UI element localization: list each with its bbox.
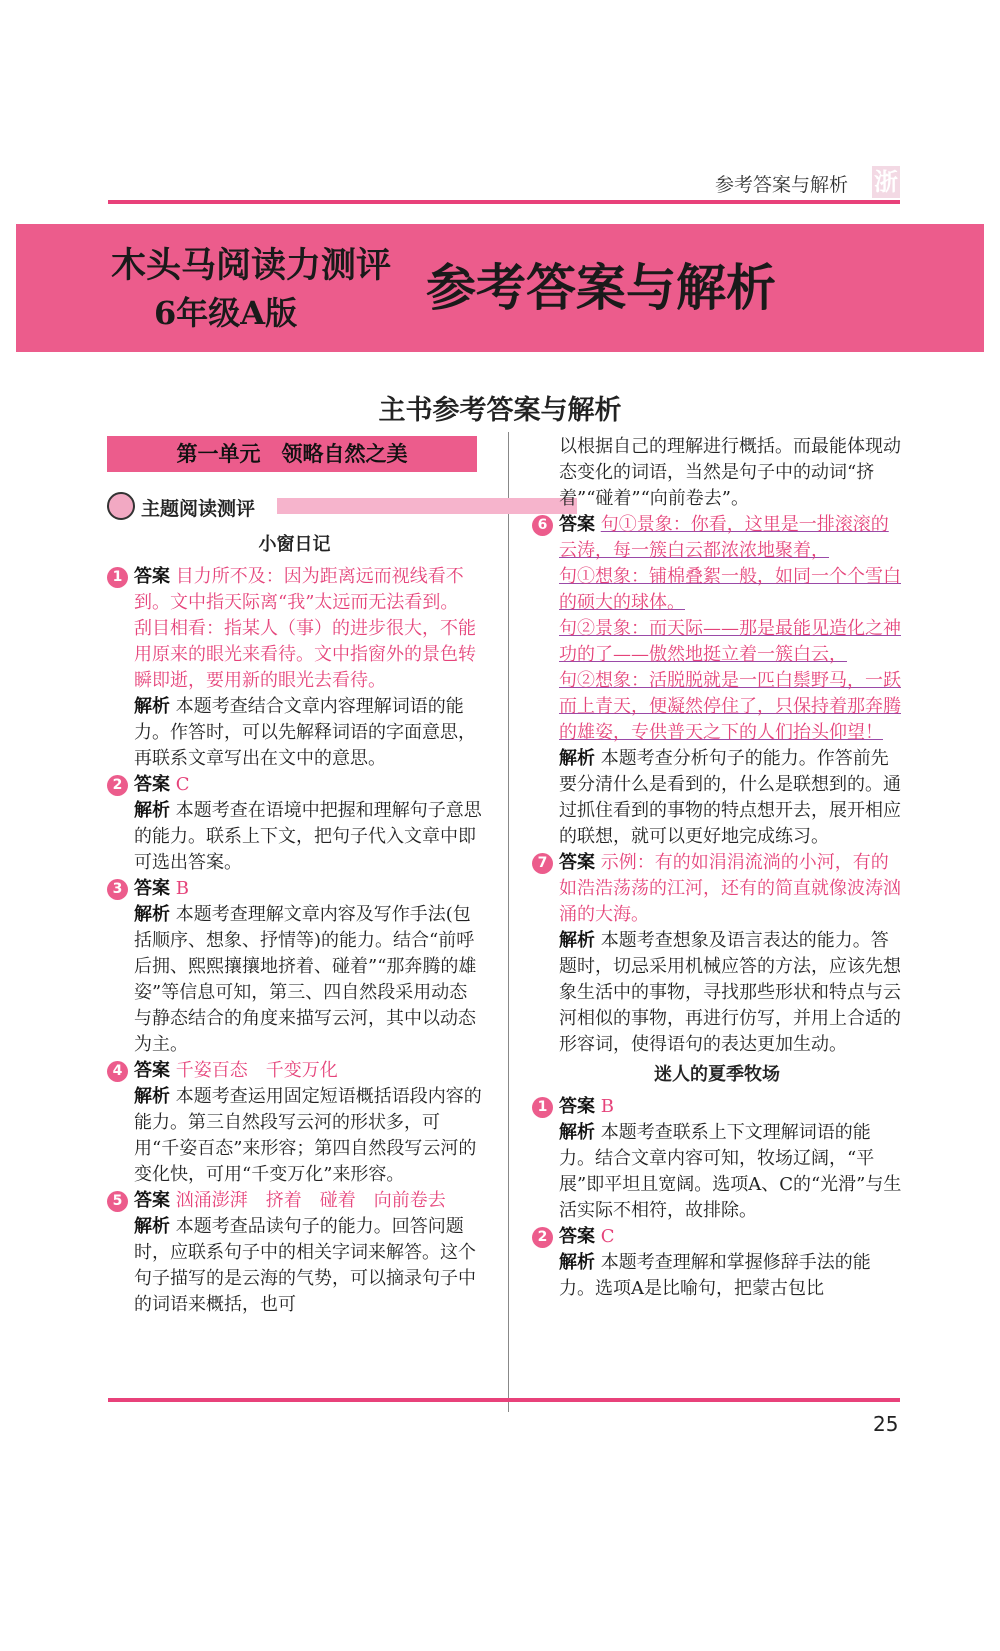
question-number: 2 <box>107 775 128 796</box>
reader-icon <box>107 492 135 520</box>
banner-grade: 6年级A版 <box>154 294 298 332</box>
side-tab: 浙 <box>874 167 898 196</box>
analysis-text: 本题考查运用固定短语概括语段内容的能力。第三自然段写云河的形状多，可用“千姿百态”来形容；第四自然段写云河的变化快，可用“千变万化”来形容。 <box>134 1086 482 1185</box>
analysis-label: 解析 <box>559 930 595 951</box>
analysis-label: 解析 <box>559 1122 595 1143</box>
answer-text: 句①想象：铺棉叠絮一般，如同一个个雪白的硕大的球体。 <box>559 566 901 613</box>
answer-label: 答案 <box>559 514 595 535</box>
left-column <box>107 528 482 1318</box>
answer-text: 目力所不及：因为距离远而视线看不到。文中指天际离“我”太远而无法看到。 <box>134 566 464 613</box>
answer-text: B <box>600 1096 614 1117</box>
answer-item-6 <box>532 512 902 850</box>
column-divider <box>508 432 509 1412</box>
answer-text: 句②景象：而天际——那是最能见造化之神功的了——傲然地挺立着一簇白云， <box>559 618 901 665</box>
analysis-text: 本题考查结合文章内容理解词语的能力。作答时，可以先解释词语的字面意思，再联系文章写出在文中的意思。 <box>134 696 476 769</box>
answer-item-7 <box>532 850 902 1058</box>
answer-label: 答案 <box>134 1060 170 1081</box>
analysis-label: 解析 <box>134 696 170 717</box>
answer-label: 答案 <box>559 1226 595 1247</box>
answer-item-5 <box>107 1188 482 1318</box>
analysis-label: 解析 <box>559 1252 595 1273</box>
footer-rule <box>108 1398 900 1402</box>
analysis-text: 本题考查分析句子的能力。作答前先要分清什么是看到的，什么是联想到的。通过抓住看到的事物的特点想开去，展开相应的联想，就可以更好地完成练习。 <box>559 748 901 847</box>
analysis-label: 解析 <box>134 1216 170 1237</box>
analysis-label: 解析 <box>134 800 170 821</box>
page-title: 主书参考答案与解析 <box>378 395 622 426</box>
analysis-text: 本题考查想象及语言表达的能力。答题时，切忌采用机械应答的方法，应该先想象生活中的事物，寻找那些形状和特点与云河相似的事物，再进行仿写，并用上合适的形容词，使得语句的表达更加生动。 <box>559 930 901 1055</box>
answer-text: 刮目相看：指某人（事）的进步很大，不能用原来的眼光来看待。文中指窗外的景色转瞬即逝，要用新的眼光去看待。 <box>134 618 476 691</box>
banner-title: 参考答案与解析 <box>426 259 776 317</box>
answer-text: 千姿百态 千变万化 <box>175 1060 338 1081</box>
page-number: 25 <box>873 1412 899 1436</box>
continued-text: 以根据自己的理解进行概括。而最能体现动态变化的词语，当然是句子中的动词“挤着”“碰着”“向前卷去”。 <box>559 436 901 509</box>
answer-item-3 <box>107 876 482 1058</box>
answer-item-r2 <box>532 1224 902 1302</box>
answer-label: 答案 <box>559 852 595 873</box>
question-number: 7 <box>532 853 553 874</box>
theme-label: 主题阅读测评 <box>141 498 256 520</box>
answer-item-4 <box>107 1058 482 1188</box>
answer-text: 句①景象：你看，这里是一排滚滚的云涛，每一簇白云都浓浓地聚着， <box>559 514 889 561</box>
answer-text: B <box>175 878 189 899</box>
analysis-text: 本题考查联系上下文理解词语的能力。结合文章内容可知，牧场辽阔，“平展”即平坦且宽阔。选项A、C的“光滑”与生活实际不相符，故排除。 <box>559 1122 902 1221</box>
question-number: 2 <box>532 1227 553 1248</box>
analysis-text: 本题考查在语境中把握和理解句子意思的能力。联系上下文，把句子代入文章中即可选出答案。 <box>134 800 482 873</box>
answer-label: 答案 <box>559 1096 595 1117</box>
question-number: 3 <box>107 879 128 900</box>
answer-text: C <box>600 1226 615 1247</box>
analysis-label: 解析 <box>134 1086 170 1107</box>
answer-item-2 <box>107 772 482 876</box>
answer-item-1 <box>107 564 482 772</box>
right-column <box>532 434 902 1302</box>
analysis-label: 解析 <box>134 904 170 925</box>
unit-title: 第一单元 领略自然之美 <box>107 436 477 472</box>
answer-label: 答案 <box>134 878 170 899</box>
question-number: 1 <box>532 1097 553 1118</box>
analysis-text: 本题考查理解文章内容及写作手法(包括顺序、想象、抒情等)的能力。结合“前呼后拥、熙熙攘攘地挤着、碰着”“那奔腾的雄姿”等信息可知，第三、四自然段采用动态与静态结合的角度来描写云河，其中以动态为主。 <box>134 904 477 1055</box>
section-title: 迷人的夏季牧场 <box>654 1064 780 1085</box>
section-title: 小窗日记 <box>258 534 331 555</box>
answer-label: 答案 <box>134 774 170 795</box>
analysis-text: 本题考查理解和掌握修辞手法的能力。选项A是比喻句，把蒙古包比 <box>559 1252 871 1299</box>
answer-label: 答案 <box>134 566 170 587</box>
header-section-title: 参考答案与解析 <box>715 174 849 196</box>
answer-text: 示例：有的如涓涓流淌的小河，有的如浩浩荡荡的江河，还有的简直就像波涛汹涌的大海。 <box>559 852 901 925</box>
question-number: 6 <box>532 515 553 536</box>
analysis-label: 解析 <box>559 748 595 769</box>
question-number: 1 <box>107 567 128 588</box>
title-banner <box>16 224 984 352</box>
banner-series: 木头马阅读力测评 <box>111 245 392 286</box>
answer-item-r1 <box>532 1094 902 1224</box>
answer-text: 句②想象：活脱脱就是一匹白鬃野马，一跃而上青天，便凝然停住了，只保持着那奔腾的雄姿，专供普天之下的人们抬头仰望！ <box>559 670 901 743</box>
question-number: 4 <box>107 1061 128 1082</box>
answer-label: 答案 <box>134 1190 170 1211</box>
answer-text: 汹涌澎湃 挤着 碰着 向前卷去 <box>175 1190 446 1211</box>
theme-header <box>107 492 477 522</box>
header-rule <box>108 200 900 204</box>
analysis-text: 本题考查品读句子的能力。回答问题时，应联系句子中的相关字词来解答。这个句子描写的是云海的气势，可以摘录句子中的词语来概括，也可 <box>134 1216 476 1315</box>
answer-text: C <box>175 774 190 795</box>
question-number: 5 <box>107 1191 128 1212</box>
